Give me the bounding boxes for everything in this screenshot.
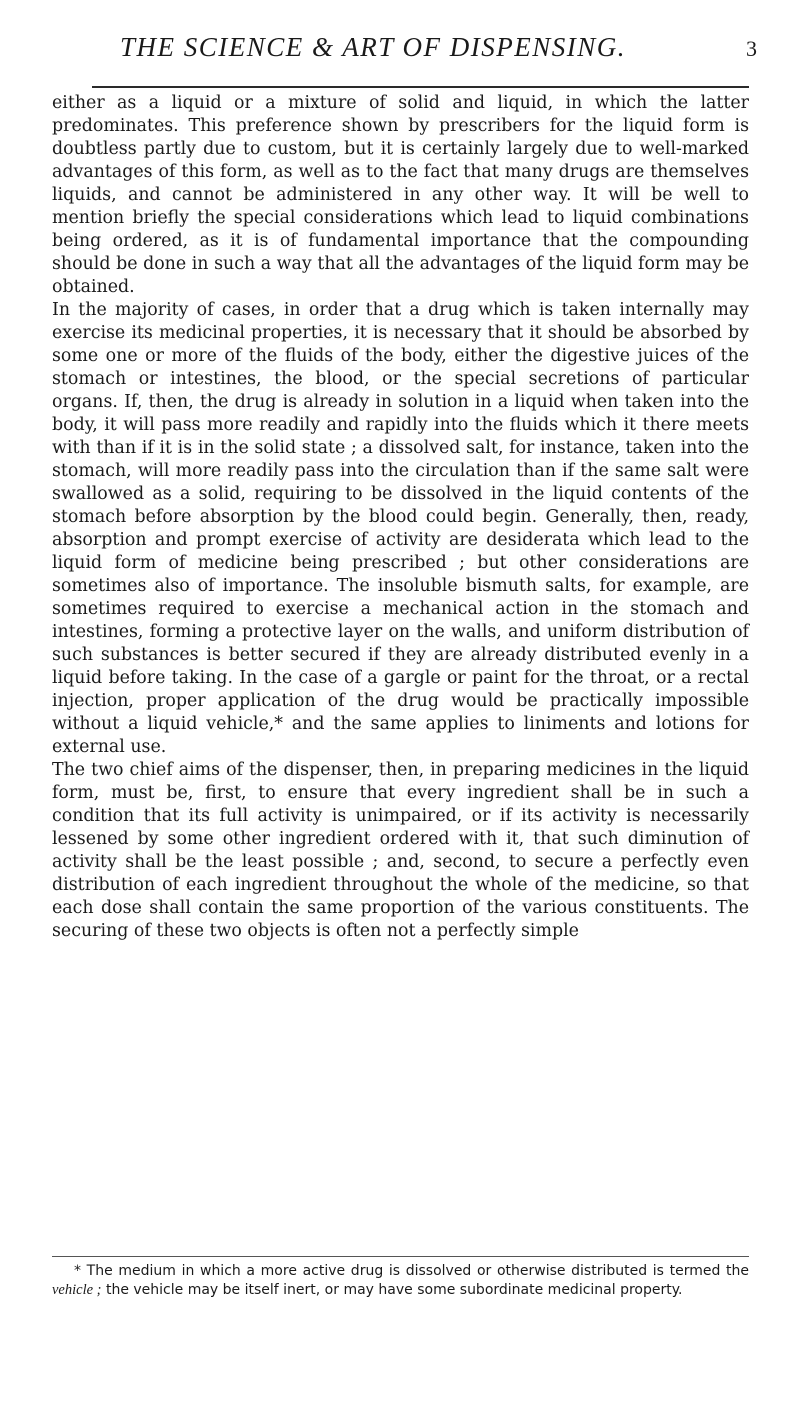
footnote-marker: *: [74, 1263, 81, 1279]
footnote-italic-term: vehicle ;: [52, 1282, 102, 1298]
footnote: [52, 1262, 749, 1300]
footnote-text-before: The medium in which a more active drug is dissolved or otherwise distributed is termed the: [86, 1263, 749, 1279]
running-title: THE SCIENCE & ART OF DISPENSING.: [120, 32, 627, 62]
paragraph-1: either as a liquid or a mixture of solid and liquid, in which the latter predominates. This preference shown by prescribers for the liquid form is doubtless partly due to custom, but it is certainly largely due to well-marked advantages of this form, as well as to the fact that many drugs are themselves liquids, and cannot be administered in any other way. It will be well to mention briefly the special considerations which lead to liquid combinations being ordered, as it is of fundamental importance that the compounding should be done in such a way that all the advantages of the liquid form may be obtained.: [52, 93, 749, 297]
paragraph-2: In the majority of cases, in order that a drug which is taken internally may exercise its medicinal properties, it is necessary that it should be absorbed by some one or more of the fluids of the body, either the digestive juices of the stomach or intestines, the blood, or the special secretions of particular organs. If, then, the drug is already in solution in a liquid when taken into the body, it will pass more readily and rapidly into the fluids which it there meets with than if it is in the solid state ; a dissolved salt, for instance, taken into the stomach, will more readily pass into the circulation than if the same salt were swallowed as a solid, requiring to be dissolved in the liquid contents of the stomach before absorption by the blood could begin. Generally, then, ready, absorption and prompt exercise of activity are desiderata which lead to the liquid form of medicine being prescribed ; but other considerations are sometimes also of importance. The insoluble bismuth salts, for example, are sometimes required to exercise a mechanical action in the stomach and intestines, forming a protective layer on the walls, and uniform distribution of such substances is better secured if they are already distributed evenly in a liquid before taking. In the case of a gargle or paint for the throat, or a rectal injection, proper application of the drug would be practically impossible without a liquid vehicle,* and the same applies to liniments and lotions for external use.: [52, 300, 749, 757]
header-rule: [92, 86, 749, 88]
footnote-rule: [52, 1256, 749, 1257]
page-number: 3: [746, 36, 757, 61]
footnote-text-after: the vehicle may be itself inert, or may have some subordinate medicinal property.: [105, 1282, 683, 1298]
paragraph-3: The two chief aims of the dispenser, then, in preparing medicines in the liquid form, must be, first, to ensure that every ingredient shall be in such a condition that its full activity is unimpaired, or if its activity is necessarily lessened by some other ingredient ordered with it, that such diminution of activity shall be the least possible ; and, second, to secure a perfectly even distribution of each ingredient throughout the whole of the medicine, so that each dose shall contain the same proportion of the various constituents. The securing of these two objects is often not a perfectly simple: [52, 760, 749, 941]
body-text: [52, 92, 749, 943]
running-head: [52, 30, 757, 70]
book-page: [52, 30, 757, 1298]
